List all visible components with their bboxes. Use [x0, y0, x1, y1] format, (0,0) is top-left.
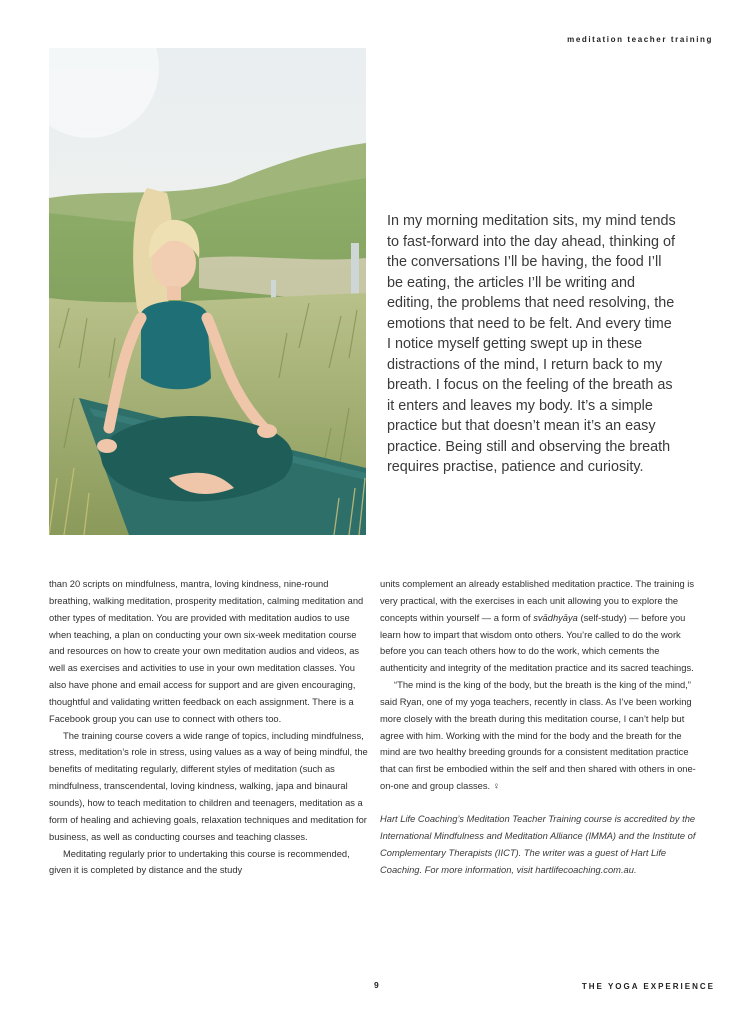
body-text: “The mind is the king of the body, but the breath is the king of the mind,” said Ryan, one of my yoga teachers, recently in class. As I’ve been working more closely with the breath during this meditation course, I can’t help but agree with him. Working with the mind for the body and the breath for the mind are two healthy breeding grounds for a consistent meditation practice that can first be embodied within the self and then shared with others in one-on-one and group classes. [380, 680, 696, 792]
magazine-title: THE YOGA EXPERIENCE [581, 982, 715, 991]
running-head: meditation teacher training [567, 35, 713, 44]
meditation-photo-illustration [49, 48, 366, 535]
body-paragraph: Meditating regularly prior to undertaking this course is recommended, given it is completed by distance and the study [49, 848, 350, 876]
body-column-right [380, 576, 700, 878]
page-number: 9 [374, 980, 379, 990]
body-paragraph: The training course covers a wide range of topics, including mindfulness, stress, meditation’s role in stress, using values as a way of being mindful, the benefits of meditating regularly, different styles of meditation (such as mindfulness, transcendental, loving kindness, walking, japa and binaural sounds), how to teach meditation to children and teenagers, meditation as a form of healing and achieving goals, relaxation techniques and meditation for business, as well as conducting courses and teaching classes. [49, 730, 368, 842]
body-paragraph [380, 576, 700, 677]
end-mark-icon: ♀ [492, 781, 500, 792]
meditation-photo [49, 48, 366, 535]
pull-quote: In my morning meditation sits, my mind tends to fast-forward into the day ahead, thinking of the conversations I’ll be having, the food I’ll be eating, the articles I’ll be writing and editing, the problems that need resolving, the emotions that need to be felt. And every time I notice myself getting swept up in these distractions of the mind, I return back to my breath. I focus on the feeling of the breath as it enters and leaves my body. It’s a simple practice but that doesn’t mean it’s an easy practice. Being still and observing the breath requires practise, patience and curiosity. [387, 213, 676, 475]
sanskrit-term: svādhyāya [533, 612, 578, 623]
body-text: units complement an already established meditation practice. The training is very practical, with the exercises in each unit allowing you to explore the concepts within yourself — a form of [380, 579, 695, 623]
body-column-left [49, 576, 369, 879]
body-paragraph [380, 677, 700, 795]
body-paragraph: than 20 scripts on mindfulness, mantra, loving kindness, nine-round breathing, walking meditation, prosperity meditation, calming meditation and other types of meditation. You are provided with meditation audios to use when teaching, a plan on conducting your own six-week meditation course and resources on how to create your own meditation audios and videos, as well as exercises and activities to use in your own meditation classes. You also have phone and email access for support and are given encouraging, thoughtful and validating written feedback on each assignment. There is a Facebook group you can use to connect with others too. [49, 579, 364, 724]
credit-note: Hart Life Coaching’s Meditation Teacher Training course is accredited by the International Mindfulness and Meditation Alliance (IMMA) and the Institute of Complementary Therapists (IICT). The writer was a guest of Hart Life Coaching. For more information, visit hartlifecoaching.com.au. [380, 813, 696, 875]
body-text: (self-study) — before you learn how to impart that wisdom onto others. You’re called to do the work before you can teach others how to do the work, which cements the authenticity and integrity of the meditation practice and its sacred teachings. [380, 612, 694, 674]
